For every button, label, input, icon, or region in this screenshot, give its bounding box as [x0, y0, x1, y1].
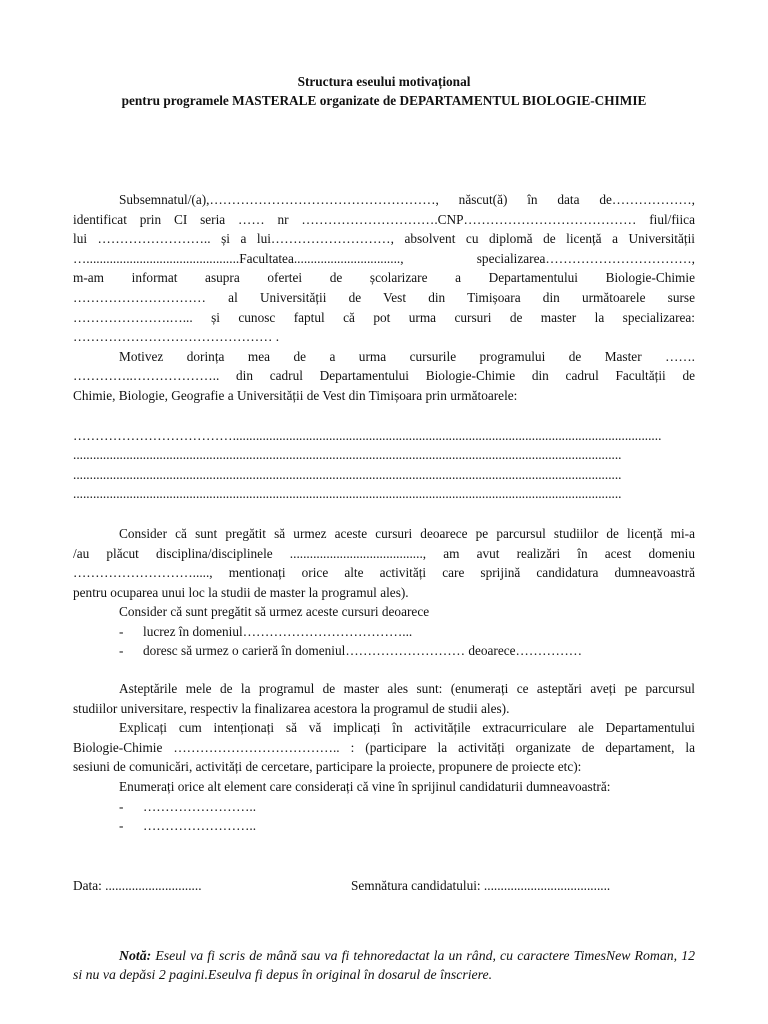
- bullet-dash: -: [119, 643, 124, 659]
- bullet-dash: -: [119, 818, 124, 834]
- text-line: studiilor universitare, respectiv la finalizarea acestora la programul de studii ales).: [73, 700, 510, 716]
- paragraph-extracurricular: [73, 718, 695, 777]
- dotted-line: ……………………………….................................................................................................................................: [73, 427, 662, 443]
- text-line: m-am informat asupra ofertei de școlarizare a Departamentului Biologie-Chimie: [73, 270, 695, 286]
- list-item: [73, 641, 695, 661]
- text-line: …..............................................Facultatea................................, specializarea……………………………,: [73, 250, 695, 266]
- text-line: Consider că sunt pregătit să urmez aceste cursuri deoarece: [119, 604, 430, 620]
- list-item-text: ……………………..: [143, 798, 257, 814]
- document-body: [73, 190, 695, 836]
- list-item: [73, 816, 695, 836]
- paragraph-reasons: [73, 602, 695, 661]
- text-line: ………………….…... și cunosc faptul că pot urma cursuri de master la specializarea:: [73, 309, 695, 325]
- text-line: ………………………… al Universității de Vest din Timișoara din următoarele surse: [73, 289, 695, 305]
- text-line: lui …………………….. și a lui………………………, absolvent cu diplomă de licență a Universității: [73, 231, 695, 247]
- paragraph-identification: [73, 190, 695, 347]
- signature-field: Semnătura candidatului: ......................................: [351, 878, 611, 893]
- text-line: Consider că sunt pregătit să urmez aceste cursuri deoarece pe parcursul studiilor de licență mi-a: [119, 525, 695, 541]
- paragraph-motivation: [73, 347, 695, 406]
- text-line: Biologie-Chimie ……………………………….. : (participare la activități organizate de departament, la: [73, 739, 695, 755]
- document-title: Structura eseului motivațional: [297, 74, 471, 89]
- dotted-line: .....................................................................................................................................................................: [73, 447, 622, 463]
- document-header: [0, 72, 768, 110]
- text-line: /au plăcut disciplina/disciplinele ........................................, am avut realizări în acest domeniu: [73, 545, 695, 561]
- text-line: Asteptările mele de la programul de master ales sunt: (enumerați ce asteptări aveți pe parcursul: [119, 681, 695, 697]
- text-line: ………………………....., mentionați orice alte activități care sprijină candidatura dumneavoastră: [73, 565, 695, 581]
- text-line: Subsemnatul/(a),……………………………………………, născut(ă) în data de………………,: [119, 192, 695, 207]
- list-item-text: lucrez în domeniul………………………………...: [143, 623, 413, 639]
- signature-row: [73, 876, 695, 896]
- list-item: [73, 797, 695, 817]
- text-line: Explicați cum intenționați să vă implicați în activitățile extracurriculare ale Departamentului: [119, 720, 695, 736]
- list-item: [73, 622, 695, 642]
- text-line: ……………………………………… .: [73, 329, 280, 345]
- note-text: Eseul va fi scris de mână sau va fi tehnoredactat la un rând, cu caractere TimesNew Roman, 12 si nu va depăsi 2 pagini.Eseulva fi depus în original în dosarul de înscriere.: [73, 948, 695, 982]
- document-subtitle: pentru programele MASTERALE organizate de DEPARTAMENTUL BIOLOGIE-CHIMIE: [121, 93, 647, 108]
- paragraph-expectations: [73, 679, 695, 718]
- text-line: …………..……………….. din cadrul Departamentului Biologie-Chimie din cadrul Facultății de: [73, 368, 695, 384]
- list-item-text: ……………………..: [143, 818, 257, 834]
- bullet-dash: -: [119, 798, 124, 814]
- date-field: Data: .............................: [73, 878, 202, 893]
- text-line: identificat prin CI seria …… nr ………………………….CNP………………………………… fiul/fiica: [73, 211, 695, 227]
- list-item-text: doresc să urmez o carieră în domeniul……………………… deoarece……………: [143, 643, 583, 659]
- text-line: sesiuni de comunicări, activități de cercetare, participare la proiecte, propunere de proiecte etc):: [73, 759, 582, 775]
- text-line: Enumerați orice alt element care considerați că vine în sprijinul candidaturii dumneavoastră:: [119, 779, 611, 795]
- paragraph-preparation: [73, 524, 695, 602]
- paragraph-other-elements: [73, 777, 695, 836]
- dotted-line: .....................................................................................................................................................................: [73, 486, 622, 502]
- text-line: Chimie, Biologie, Geografie a Universității de Vest din Timișoara prin următoarele:: [73, 387, 518, 403]
- footnote: [73, 946, 695, 984]
- text-line: pentru ocuparea unui loc la studii de master la programul ales).: [73, 584, 409, 600]
- dotted-line: .....................................................................................................................................................................: [73, 466, 622, 482]
- note-label: Notă:: [119, 948, 152, 963]
- text-line: Motivez dorința mea de a urma cursurile programului de Master …….: [119, 348, 695, 364]
- fill-in-lines: [73, 426, 695, 504]
- bullet-dash: -: [119, 623, 124, 639]
